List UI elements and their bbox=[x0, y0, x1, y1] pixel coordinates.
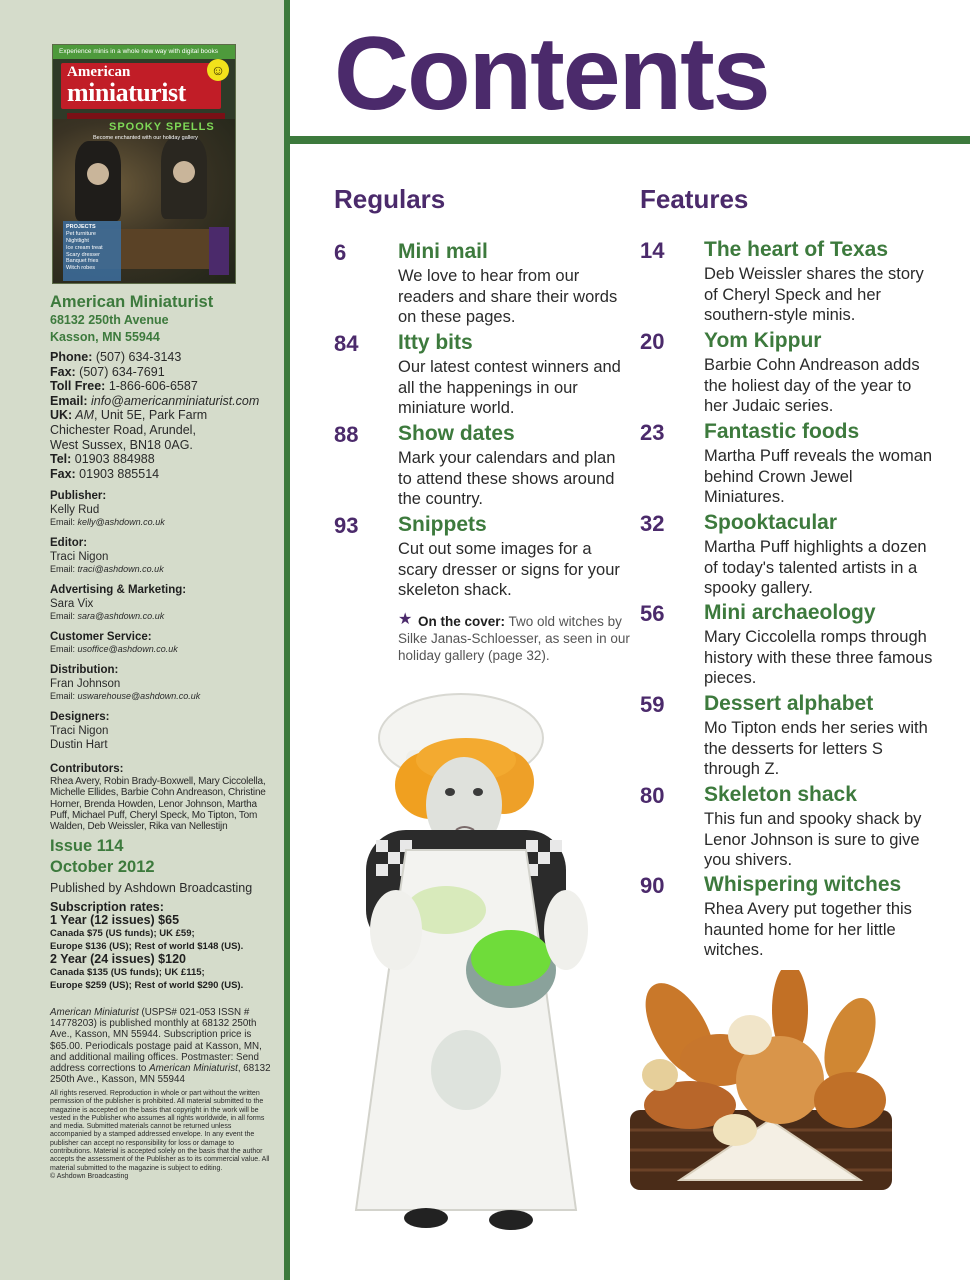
entry-page-number: 23 bbox=[640, 420, 665, 445]
entry-page-number: 14 bbox=[640, 238, 665, 263]
sidebar bbox=[0, 0, 284, 1280]
contact-email-link[interactable]: info@americanminiaturist.com bbox=[87, 393, 260, 408]
entry-title: Skeleton shack bbox=[704, 783, 857, 806]
bread-basket-image bbox=[620, 970, 902, 1200]
email-link[interactable]: uswarehouse@ashdown.co.uk bbox=[77, 691, 201, 701]
cover-headline: SPOOKY SPELLS bbox=[109, 121, 215, 133]
published-by: Published by Ashdown Broadcasting bbox=[50, 881, 253, 895]
smiley-icon: ☺ bbox=[207, 59, 229, 81]
entry-description: Barbie Cohn Andreason adds the holiest day of the year to her Judaic series. bbox=[704, 356, 920, 415]
entry-title: Whispering witches bbox=[704, 873, 902, 896]
entry-description: Cut out some images for a scary dresser or signs for your skeleton shack. bbox=[398, 540, 620, 599]
entry-description: Martha Puff highlights a dozen of today's talented artists in a spooky gallery. bbox=[704, 538, 927, 597]
cover-badge bbox=[209, 227, 229, 275]
entry-title: Show dates bbox=[398, 422, 515, 445]
entry-page-number: 93 bbox=[334, 513, 359, 538]
entry-title: Itty bits bbox=[398, 331, 473, 354]
staff-designers: Designers: Traci Nigon Dustin Hart bbox=[50, 711, 110, 751]
baker-doll-image bbox=[336, 690, 606, 1230]
witch-figure bbox=[161, 137, 207, 219]
sidebar-divider bbox=[284, 0, 290, 1280]
cover-subhead: Become enchanted with our holiday gallery bbox=[93, 135, 198, 141]
entry-title: Fantastic foods bbox=[704, 420, 860, 443]
entry-page-number: 32 bbox=[640, 511, 665, 536]
entry-page-number: 56 bbox=[640, 601, 665, 626]
subscription-rates: Subscription rates: 1 Year (12 issues) $65 Canada $75 (US funds); UK £59; Europe $136 (US); Rest of world $148 (US). 2 Year (24 issues) $120 Canada $135 (US funds); UK £115; Europe $259 (US); Rest of world $290 (US). bbox=[50, 900, 244, 991]
witch-figure bbox=[75, 141, 121, 221]
entry-description: Mark your calendars and plan to attend these shows around the country. bbox=[398, 449, 616, 508]
email-link[interactable]: kelly@ashdown.co.uk bbox=[77, 517, 165, 527]
star-icon: ★ bbox=[398, 611, 413, 628]
email-link[interactable]: traci@ashdown.co.uk bbox=[77, 564, 164, 574]
entry-page-number: 90 bbox=[640, 873, 665, 898]
entry-title: Snippets bbox=[398, 513, 487, 536]
magazine-name: American Miniaturist bbox=[50, 293, 214, 311]
entry-description: Deb Weissler shares the story of Cheryl Speck and her southern-style minis. bbox=[704, 265, 924, 324]
email-link[interactable]: sara@ashdown.co.uk bbox=[77, 611, 165, 621]
entry-page-number: 88 bbox=[334, 422, 359, 447]
entry-page-number: 80 bbox=[640, 783, 665, 808]
entry-description: Our latest contest winners and all the happenings in our miniature world. bbox=[398, 358, 621, 417]
entry-title: Yom Kippur bbox=[704, 329, 822, 352]
contributors: Contributors: Rhea Avery, Robin Brady-Boxwell, Mary Ciccolella, Michelle Ellides, Barbie Cohn Andreason, Christine Horner, Brenda Howden, Lenor Johnson, Martha Puff, Michael Puff, Cheryl Speck, Mo Tipton, Tom Walden, Deb Weissler, Rika van Nellestijn bbox=[50, 763, 266, 833]
entry-title: Spooktacular bbox=[704, 511, 838, 534]
entry-page-number: 59 bbox=[640, 692, 665, 717]
rights-notice: All rights reserved. Reproduction in whole or part without the written permission of the publisher is prohibited. All material submitted to the magazine is accepted on the basis that copyright in the work will be vested in the Publisher who assumes all rights worldwide, in all forms and media. Submitted materials cannot be returned unless accompanied by a stamped addressed envelope. In any event the publisher can accept no responsibility for loss or damage to contributions. Material is accepted solely on the basis that the author accepts the assessment of the Publisher as to its commercial value. All material submitted to the magazine is subject to editing. © Ashdown Broadcasting bbox=[50, 1090, 272, 1181]
entry-page-number: 84 bbox=[334, 331, 359, 356]
staff-editor: Editor: Traci Nigon Email: traci@ashdown.co.uk bbox=[50, 537, 164, 574]
staff-publisher: Publisher: Kelly Rud Email: kelly@ashdown.co.uk bbox=[50, 490, 165, 527]
email-link[interactable]: usoffice@ashdown.co.uk bbox=[77, 644, 178, 654]
entry-title: Mini archaeology bbox=[704, 601, 876, 624]
staff-list bbox=[50, 489, 274, 760]
contact-info: Phone: (507) 634-3143 Fax: (507) 634-7691 Toll Free: 1-866-606-6587 Email: info@americanminiaturist.com UK: AM, Unit 5E, Park Farm Chichester Road, Arundel, West Sussex, BN18 0AG. Tel: 01903 884988 Fax: 01903 885514 bbox=[50, 350, 260, 481]
entry-description: Martha Puff reveals the woman behind Crown Jewel Miniatures. bbox=[704, 447, 933, 506]
title-rule bbox=[290, 136, 970, 144]
magazine-cover-image[interactable] bbox=[52, 44, 236, 284]
entry-title: The heart of Texas bbox=[704, 238, 888, 261]
staff-customer-service: Customer Service: Email: usoffice@ashdown.co.uk bbox=[50, 631, 178, 654]
entry-description: This fun and spooky shack by Lenor Johnson is sure to give you shivers. bbox=[704, 810, 922, 869]
entry-description: Rhea Avery put together this haunted home for her little witches. bbox=[704, 900, 912, 959]
issue-info: Issue 114 October 2012 bbox=[50, 837, 155, 876]
magazine-address: 68132 250th Avenue Kasson, MN 55944 bbox=[50, 313, 169, 344]
entry-page-number: 20 bbox=[640, 329, 665, 354]
cover-strip: Experience minis in a whole new way with digital books bbox=[53, 45, 235, 59]
on-the-cover-note: ★ On the cover: Two old witches by Silke Janas-Schloesser, as seen in our holiday gallery (page 32). bbox=[398, 611, 630, 663]
entry-description: Mo Tipton ends her series with the desserts for letters S through Z. bbox=[704, 719, 928, 778]
entry-title: Dessert alphabet bbox=[704, 692, 874, 715]
copyright: © Ashdown Broadcasting bbox=[50, 1172, 129, 1180]
page-title: Contents bbox=[334, 16, 769, 132]
usps-notice: American Miniaturist (USPS# 021-053 ISSN # 14778203) is published monthly at 68132 250th Ave., Kasson, MN 55944. Subscription price is $65.00. Periodicals postage paid at Kasson, MN, and additional mailing offices. Postmaster: Send address corrections to American Miniaturist, 68132 250th Ave., Kasson, MN 55944 bbox=[50, 1007, 271, 1086]
cover-logo: American miniaturist bbox=[61, 63, 221, 109]
entry-title: Mini mail bbox=[398, 240, 488, 263]
entry-description: Mary Ciccolella romps through history with these three famous pieces. bbox=[704, 628, 933, 687]
regulars-heading: Regulars bbox=[334, 184, 446, 214]
cover-projects-box: PROJECTS Pet furniture Nightlight Ice cream treat Scary dresser Banquet fries Witch robes bbox=[63, 221, 121, 281]
staff-distribution: Distribution: Fran Johnson Email: uswarehouse@ashdown.co.uk bbox=[50, 664, 201, 701]
entry-page-number: 6 bbox=[334, 240, 347, 265]
staff-advertising: Advertising & Marketing: Sara Vix Email: sara@ashdown.co.uk bbox=[50, 584, 187, 621]
entry-description: We love to hear from our readers and share their words on these pages. bbox=[398, 267, 618, 326]
features-heading: Features bbox=[640, 184, 749, 214]
